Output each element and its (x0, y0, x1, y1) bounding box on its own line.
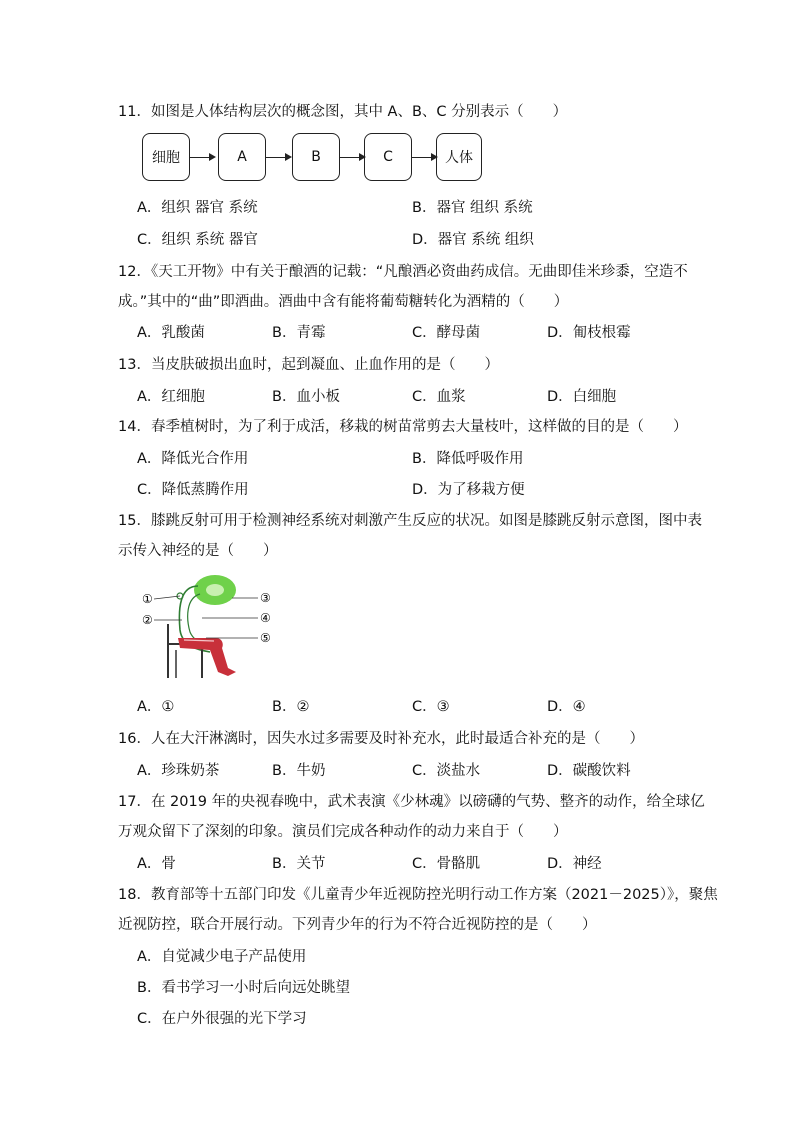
option-c[interactable]: C．降低蒸腾作用 (137, 482, 249, 498)
option-a[interactable]: A．乳酸菌 (137, 325, 205, 341)
knee-jerk-reflex-diagram (140, 568, 280, 680)
gray-matter-shape (206, 584, 224, 596)
leg-shape (178, 638, 236, 676)
question-stem-line-1: 18．教育部等十五部门印发《儿童青少年近视防控光明行动工作方案（2021－2025）》，聚焦 (118, 887, 718, 903)
option-a[interactable]: A．① (137, 699, 175, 715)
option-d[interactable]: D．白细胞 (547, 389, 617, 405)
option-c[interactable]: C．③ (412, 699, 450, 715)
option-c[interactable]: C．淡盐水 (412, 763, 481, 779)
option-a[interactable]: A．降低光合作用 (137, 451, 249, 467)
flow-box-a: A (218, 133, 266, 181)
figure-label-3: ③ (260, 591, 271, 605)
option-b[interactable]: B．② (272, 699, 310, 715)
arrow-icon (266, 157, 290, 158)
flow-box-cell: 细胞 (142, 133, 190, 181)
concept-flowchart (142, 133, 482, 183)
reflex-illustration (140, 568, 280, 680)
flow-box-c: C (364, 133, 412, 181)
option-c[interactable]: C．在户外很强的光下学习 (137, 1011, 307, 1027)
question-stem: 14．春季植树时，为了利于成活，移栽的树苗常剪去大量枝叶，这样做的目的是（ ） (118, 419, 688, 435)
question-stem-line-1: 17．在 2019 年的央视春晚中，武术表演《少林魂》以磅礴的气势、整齐的动作，给全球亿 (118, 794, 705, 810)
leader-line-1 (154, 596, 180, 599)
question-stem: 13．当皮肤破损出血时，起到凝血、止血作用的是（ ） (118, 357, 499, 373)
question-stem: 16．人在大汗淋漓时，因失水过多需要及时补充水，此时最适合补充的是（ ） (118, 731, 644, 747)
flow-box-human: 人体 (436, 133, 482, 181)
option-c[interactable]: C．酵母菌 (412, 325, 481, 341)
option-d[interactable]: D．器官 系统 组织 (412, 232, 534, 248)
option-d[interactable]: D．碳酸饮料 (547, 763, 631, 779)
option-a[interactable]: A．自觉减少电子产品使用 (137, 949, 307, 965)
figure-label-1: ① (142, 592, 153, 606)
option-a[interactable]: A．红细胞 (137, 389, 205, 405)
option-c[interactable]: C．骨骼肌 (412, 856, 481, 872)
option-b[interactable]: B．看书学习一小时后向远处眺望 (137, 980, 350, 996)
option-a[interactable]: A．组织 器官 系统 (137, 200, 258, 216)
flow-box-b: B (292, 133, 340, 181)
option-d[interactable]: D．神经 (547, 856, 602, 872)
figure-label-5: ⑤ (260, 631, 271, 645)
option-a[interactable]: A．骨 (137, 856, 176, 872)
arrow-icon (412, 157, 436, 158)
arrow-icon (340, 157, 364, 158)
figure-label-4: ④ (260, 611, 271, 625)
arrow-icon (190, 157, 214, 158)
option-d[interactable]: D．为了移栽方便 (412, 482, 525, 498)
option-d[interactable]: D．④ (547, 699, 586, 715)
option-b[interactable]: B．关节 (272, 856, 326, 872)
option-c[interactable]: C．组织 系统 器官 (137, 232, 258, 248)
option-b[interactable]: B．牛奶 (272, 763, 326, 779)
option-b[interactable]: B．血小板 (272, 389, 340, 405)
option-a[interactable]: A．珍珠奶茶 (137, 763, 220, 779)
question-stem-line-2: 万观众留下了深刻的印象。演员们完成各种动作的动力来自于（ ） (118, 824, 568, 840)
question-stem-line-1: 12．《天工开物》中有关于酿酒的记载：“凡酿酒必资曲药成信。无曲即佳米珍黍，空造不 (118, 264, 688, 280)
question-stem-line-2: 示传入神经的是（ ） (118, 543, 278, 559)
option-b[interactable]: B．青霉 (272, 325, 326, 341)
question-stem-line-2: 近视防控，联合开展行动。下列青少年的行为不符合近视防控的是（ ） (118, 917, 597, 933)
option-b[interactable]: B．器官 组织 系统 (412, 200, 533, 216)
question-stem-line-2: 成。”其中的“曲”即酒曲。酒曲中含有能将葡萄糖转化为酒精的（ ） (118, 294, 569, 310)
option-c[interactable]: C．血浆 (412, 389, 466, 405)
option-d[interactable]: D．匍枝根霉 (547, 325, 631, 341)
question-stem-line-1: 15．膝跳反射可用于检测神经系统对刺激产生反应的状况。如图是膝跳反射示意图，图中表 (118, 513, 702, 529)
option-b[interactable]: B．降低呼吸作用 (412, 451, 524, 467)
question-stem: 11．如图是人体结构层次的概念图，其中 A、B、C 分别表示（ ） (118, 104, 568, 120)
figure-label-2: ② (142, 613, 153, 627)
